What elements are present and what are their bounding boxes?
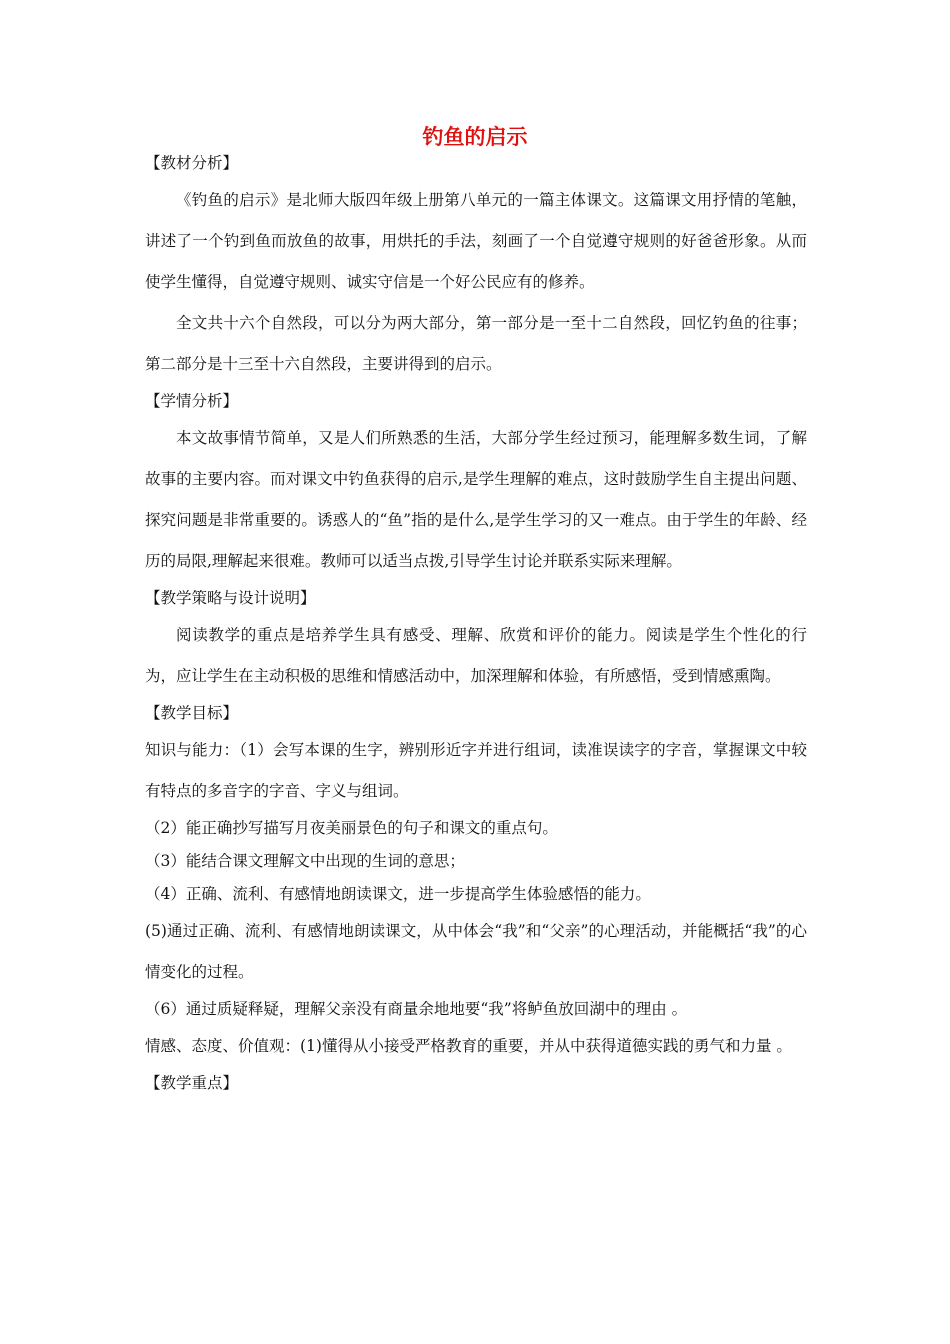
document-title: 钓鱼的启示 (422, 125, 528, 149)
section-heading-objectives: 【教学目标】 (145, 704, 239, 722)
objective-item-3: （3）能结合课文理解文中出现的生词的意思； (145, 852, 465, 870)
objective-item-2: （2）能正确抄写描写月夜美丽景色的句子和课文的重点句。 (145, 819, 558, 837)
objective-knowledge: 知识与能力：（1）会写本课的生字，辨别形近字并进行组词，读准误读字的字音，掌握课文中较有特点的多音字的字音、字义与组词。 (145, 741, 807, 800)
textbook-analysis-paragraph-2: 全文共十六个自然段，可以分为两大部分，第一部分是一至十二自然段，回忆钓鱼的往事；第二部分是十三至十六自然段，主要讲得到的启示。 (145, 314, 807, 373)
objective-item-6: （6）通过质疑释疑，理解父亲没有商量余地地要“我”将鲈鱼放回湖中的理由 。 (145, 1000, 688, 1018)
section-heading-strategy: 【教学策略与设计说明】 (145, 589, 316, 607)
section-heading-student-analysis: 【学情分析】 (145, 392, 239, 410)
section-heading-textbook-analysis: 【教材分析】 (145, 154, 239, 172)
strategy-paragraph: 阅读教学的重点是培养学生具有感受、理解、欣赏和评价的能力。阅读是学生个性化的行为，应让学生在主动积极的思维和情感活动中，加深理解和体验，有所感悟，受到情感熏陶。 (145, 626, 807, 685)
document-body (145, 147, 807, 1100)
textbook-analysis-paragraph-1: 《钓鱼的启示》是北师大版四年级上册第八单元的一篇主体课文。这篇课文用抒情的笔触，讲述了一个钓到鱼而放鱼的故事，用烘托的手法，刻画了一个自觉遵守规则的好爸爸形象。从而使学生懂得，自觉遵守规则、诚实守信是一个好公民应有的修养。 (145, 191, 807, 291)
objective-item-5: (5)通过正确、流利、有感情地朗读课文，从中体会“我”和“父亲”的心理活动，并能概括“我”的心情变化的过程。 (145, 922, 807, 981)
student-analysis-paragraph: 本文故事情节简单，又是人们所熟悉的生活，大部分学生经过预习，能理解多数生词，了解故事的主要内容。而对课文中钓鱼获得的启示,是学生理解的难点，这时鼓励学生自主提出问题、探究问题是非常重要的。诱惑人的“鱼”指的是什么,是学生学习的又一难点。由于学生的年龄、经历的局限,理解起来很难。教师可以适当点拨,引导学生讨论并联系实际来理解。 (145, 429, 807, 570)
objective-item-4: （4）正确、流利、有感情地朗读课文，进一步提高学生体验感悟的能力。 (145, 885, 651, 903)
section-heading-key-points: 【教学重点】 (145, 1074, 239, 1092)
objective-emotion: 情感、态度、价值观：(1)懂得从小接受严格教育的重要，并从中获得道德实践的勇气和力量 。 (145, 1037, 792, 1055)
